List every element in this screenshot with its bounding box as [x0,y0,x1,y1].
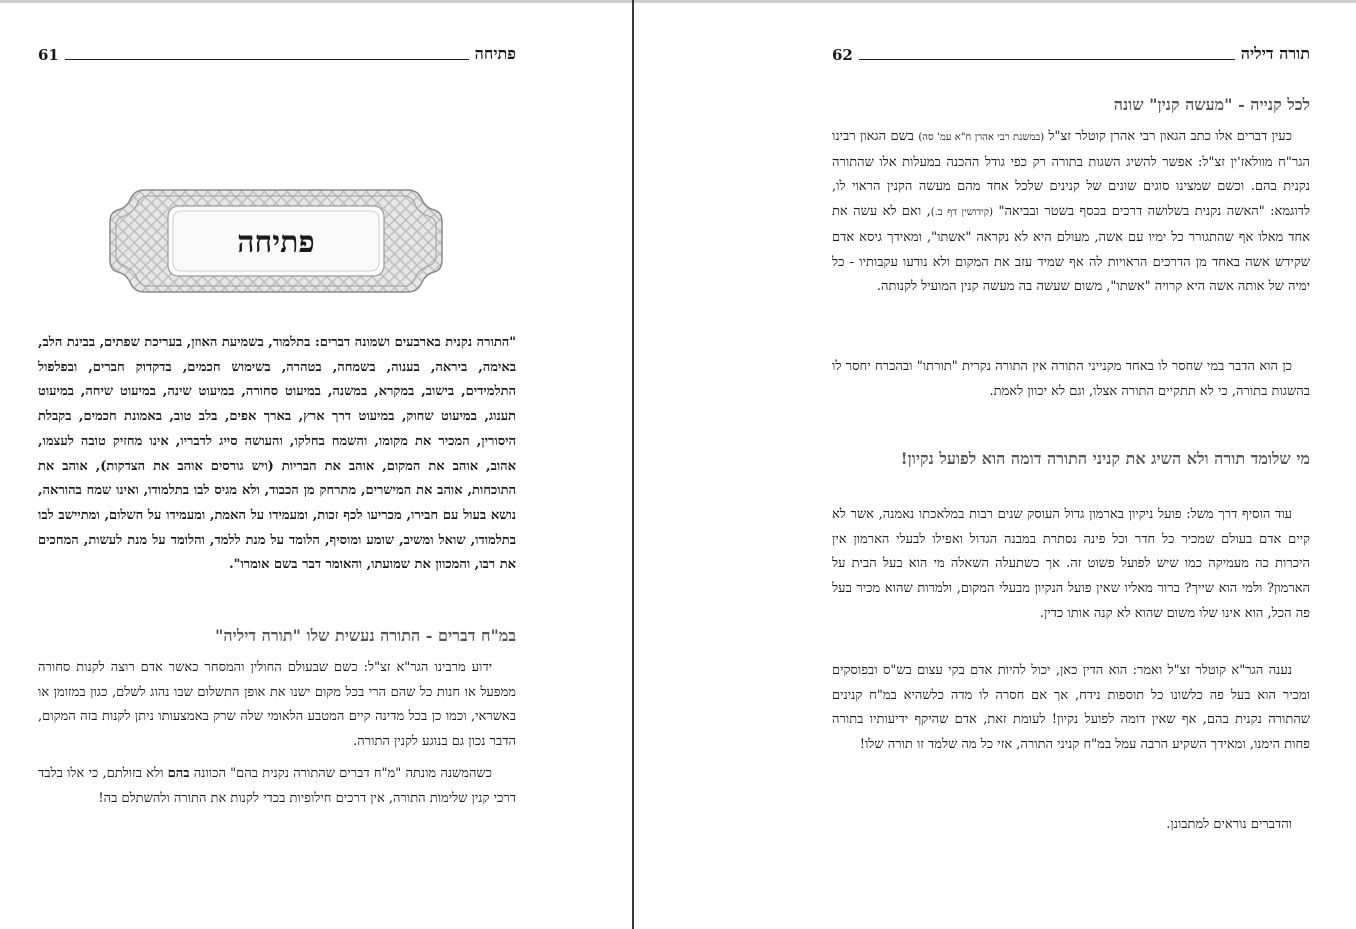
left-page [0,0,632,929]
running-head [832,42,1310,64]
page-number: 62 [832,46,853,64]
running-title: תורה דיליה [1240,44,1310,63]
paragraph-text: בשם הגאון רבינו הגר"ח מוולאז'ין זצ"ל: אפשר להשיג השגות בתורה רק כפי גודל ההכנה במעלות אלו שהתורה נקנית בהם. וכשם שמצינו סוגים שונים של קנינים שלכל אחד מהם מעשה הקנין הראוי לו, לדוגמא: "האשה נקנית בשלושה דרכים בכסף בשטר ובביאה" [832,129,1310,220]
mishnah-quote: "התורה נקנית בארבעים ושמונה דברים: בתלמוד, בשמיעת האוזן, בעריכת שפתים, בבינת הלב, באימה, ביראה, בענוה, בשמחה, בטהרה, בשימוש חכמים, בדקדוק חברים, ובפלפול התלמידים, בישוב, במקרא, במשנה, במיעוט סחורה, במיעוט שינה, במיעוט שיחה, במיעוט תענוג, במיעוט שחוק, במיעוט דרך ארץ, בארך אפים, בלב טוב, באמונת חכמים, בקבלת היסורין, המכיר את מקומו, והשמח בחלקו, והעושה סייג לדבריו, אינו מחזיק טובה לעצמו, אהוב, אוהב את המקום, אוהב את הבריות (ויש גורסים אוהב את הצדקות), אוהב את התוכחות, אוהב את המישרים, מתרחק מן הכבוד, ולא מגיס לבו בתלמודו, ואינו שמח בהוראה, נושא בעול עם חבירו, מכריעו לכף זכות, ומעמידו על האמת, ומעמידו על השלום, ומתיישב לבו בתלמודו, שואל ומשיב, שומע ומוסיף, הלומד על מנת ללמד, והלומד על מנת לעשות, המחכים את רבו, והמכוון את שמועתו, והאומר דבר בשם אומרו". [38,335,516,573]
paragraph: עוד הוסיף דרך משל: פועל ניקיון בארמון גדול העוסק שנים רבות במלאכתו נאמנה, אשר לא קיים אדם בעולם שמכיר כל חדר וכל פינה נסתרת במבנה הגדול ואפילו לבעלי הארמון אין היכרות כה מעמיקה כמו שיש לפועל פשוט זה. אך כשתעלה השאלה מי הוא בעל הבית על הארמון? ולמי הוא שייך? ברור מאליו שאין פועל הנקיון מבעלי המקום, ולמרות שהוא מכיר בעל פה הכל, הוא אינו שלו משום שהוא לא קנה אותו כדין. [832,507,1310,621]
paragraph-text: ולא בזולתם, כי אלו בלבד דרכי קנין שלימות התורה, אין דרכים חילופיות בכדי לקנות את התורה ולהשתלם בה! [38,766,516,806]
running-title: פתיחה [474,44,516,63]
paragraph [38,762,516,811]
cartouche-title: פתיחה [237,225,315,260]
header-rule [65,59,469,60]
source-reference: (במשנת רבי אהרן ח"א עמ' סה) [918,132,1045,143]
paragraph [832,125,1310,300]
ornamental-title-frame [106,186,446,296]
section-heading: מי שלומד תורה ולא השיג את קניני התורה דומה הוא לפועל נקיון! [900,449,1310,468]
section-heading: במ"ח דברים - התורה נעשית שלו "תורה דיליה" [215,626,516,645]
page-number: 61 [38,46,59,64]
header-rule [859,59,1235,60]
source-reference: (קידושין דף ב.) [930,207,994,219]
paragraph-text: כעין דברים אלו כתב הגאון רבי אהרן קוטלר זצ"ל [1044,129,1292,144]
right-page [634,0,1356,929]
emphasis-text: בהם [167,766,190,781]
paragraph: כן הוא הדבר במי שחסר לו באחד מקנייני התורה אין התורה נקרית "תורתו" ובהכרח יחסר לו בהשגות בתורה, כי לא תתקיים התורה אצלו, וגם לא יכוון לאמת. [832,359,1310,399]
paragraph-text: כשהמשנה מונתה "מ"ח דברים שהתורה נקנית בהם" הכוונה [189,766,492,781]
paragraph-text: , ואם לא עשה את אחד מאלו אף שהתגורר כל ימיו עם אשה, מעולם היא לא נקראה "אשתו", ומאידך גיסא אדם שקידש אשה באחד מן הדרכים הראויות לה אף שמיד עזב את המקום ולא נודעו עקבותיו - כל ימיה של אותה אשה היא קרויה "אשתו", משום שעשה בה מעשה קנין המועיל לקנותה. [832,204,1310,295]
paragraph: ידוע מרבינו הגר"א זצ"ל: כשם שבעולם החולין והמסחר כאשר אדם רוצה לקנות סחורה ממפעל או חנות כל שהם הרי בכל מקום ישנו את אופן התשלום שבו נהוג לשלם, כגון במזומן או באשראי, וכמו כן בכל מדינה קיים המטבע הלאומי שלה שרק באמצעותו ניתן לקנות בזה המקום, הדבר נכון גם בנוגע לקנין התורה. [38,660,516,750]
paragraph: נענה הגר"א קוטלר זצ"ל ואמר: הוא הדין כאן, יכול להיות אדם בקי עצום בש"ס ובפוסקים ומכיר הוא בעל פה כלשונו כל תוספות נידח, אך אם חסרה לו מדה כלשהיא במ"ח קנינים שהתורה נקנית בהם, אף שאין דומה לפועל נקיון! לעומת זאת, אדם שהיקף ידיעותיו בתורה פחות הימנו, ומאידך השקיע הרבה עמל במ"ח קניני התורה, אזי כל מה שלמד זו תורה שלו! [832,663,1310,753]
running-head [38,42,516,64]
section-heading: לכל קנייה - "מעשה קנין" שונה [1113,95,1310,114]
closing-line: והדברים נוראים למתבונן. [1166,817,1292,832]
